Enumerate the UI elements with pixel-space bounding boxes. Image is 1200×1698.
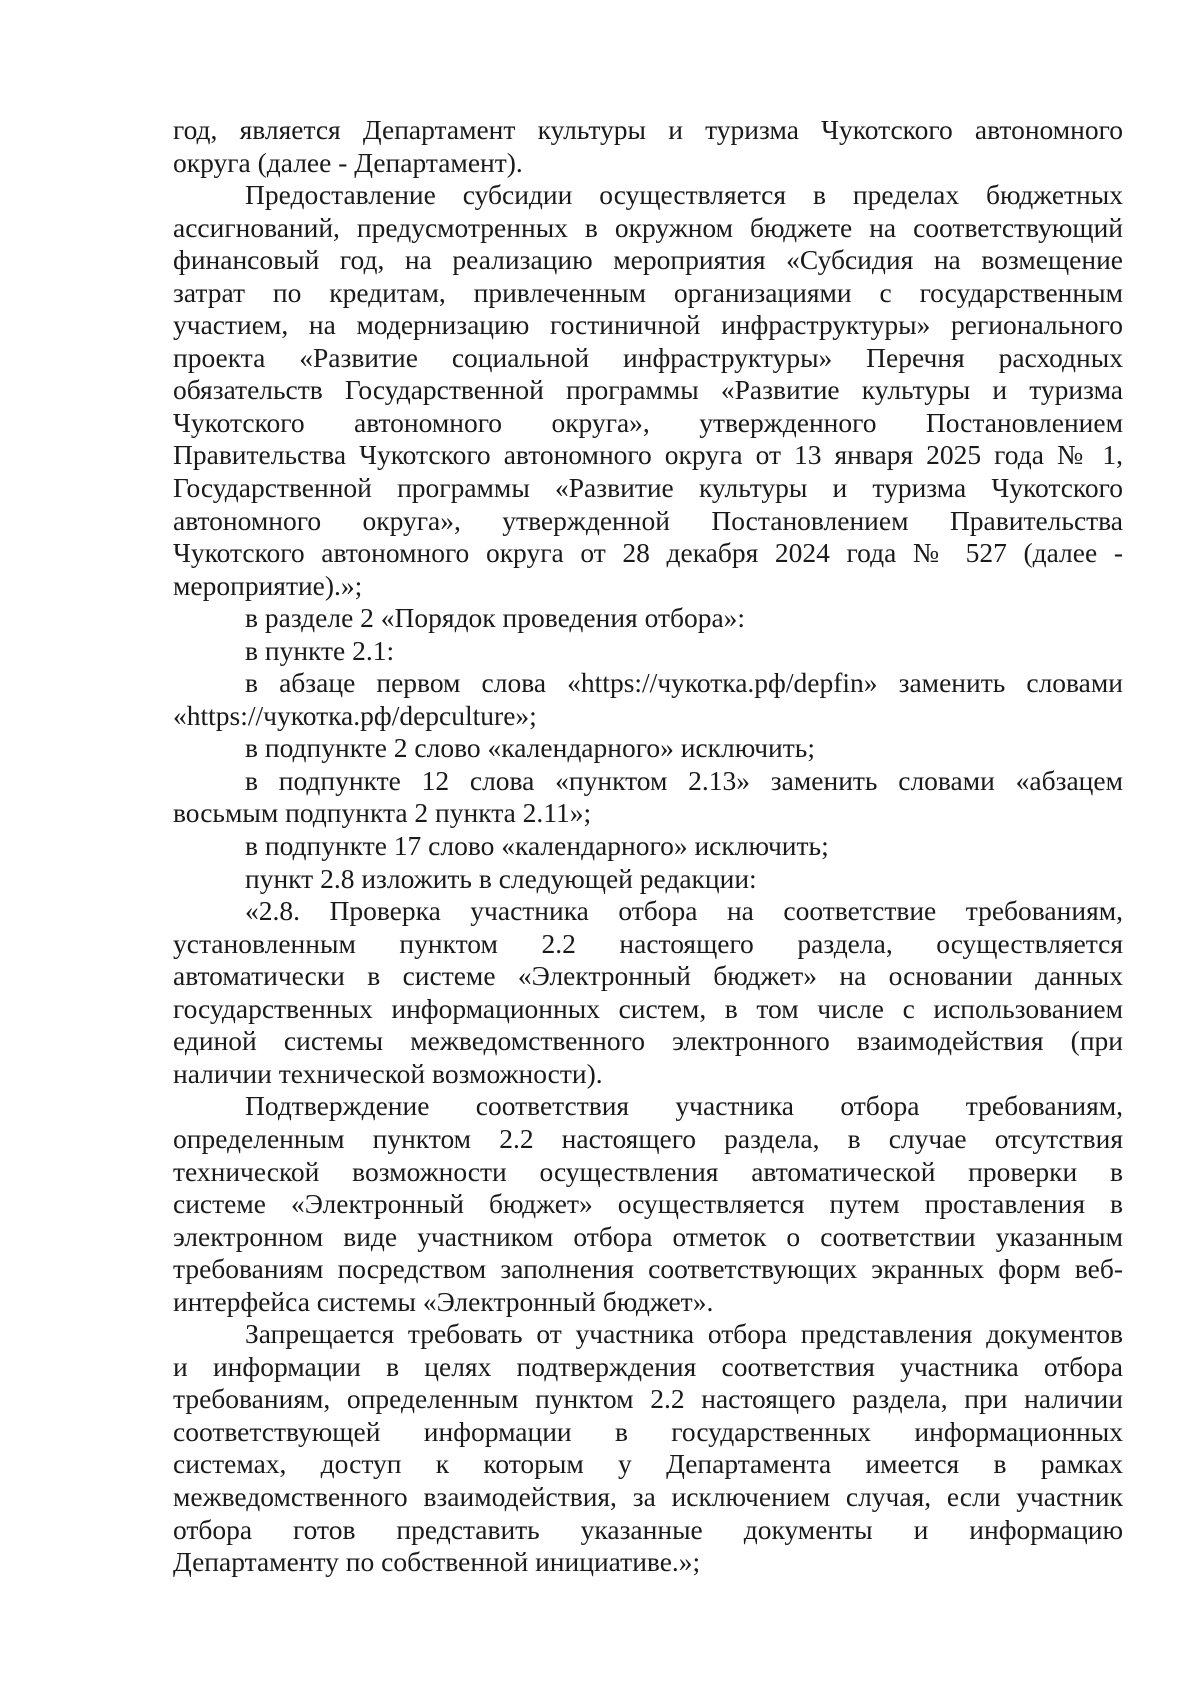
document-line: Государственной программы «Развитие культуры и туризма Чукотского — [173, 472, 1123, 504]
document-line: межведомственного взаимодействия, за исключением случая, если участник — [173, 1480, 1123, 1512]
document-line: в абзаце первом слова «https://чукотка.рф/depfin» заменить словами — [245, 667, 1123, 699]
document-line: соответствующей информации в государственных информационных — [173, 1415, 1123, 1447]
document-line: мероприятие).»; — [173, 569, 363, 601]
document-line: пункт 2.8 изложить в следующей редакции: — [245, 862, 757, 894]
document-line: требованиям, определенным пунктом 2.2 настоящего раздела, при наличии — [173, 1383, 1123, 1415]
document-line: ассигнований, предусмотренных в окружном бюджете на соответствующий — [173, 211, 1123, 243]
document-line: Правительства Чукотского автономного округа от 13 января 2025 года № 1, — [173, 439, 1123, 471]
document-line: наличии технической возможности). — [173, 1057, 603, 1089]
document-line: отбора готов представить указанные документы и информацию — [173, 1513, 1123, 1545]
document-line: проекта «Развитие социальной инфраструктуры» Перечня расходных — [173, 341, 1123, 373]
document-line: финансовый год, на реализацию мероприятия «Субсидия на возмещение — [173, 244, 1123, 276]
document-line: электронном виде участником отбора отметок о соответствии указанным — [173, 1220, 1123, 1252]
document-line: Чукотского автономного округа», утвержденного Постановлением — [173, 406, 1123, 438]
document-line: системе «Электронный бюджет» осуществляется путем проставления в — [173, 1188, 1123, 1220]
document-line: и информации в целях подтверждения соответствия участника отбора — [173, 1350, 1123, 1382]
document-body-text — [173, 114, 1123, 1579]
document-line: единой системы межведомственного электронного взаимодействия (при — [173, 1025, 1123, 1057]
document-line: в пункте 2.1: — [245, 634, 395, 666]
document-line: в разделе 2 «Порядок проведения отбора»: — [245, 602, 746, 634]
document-line: год, является Департамент культуры и туризма Чукотского автономного — [173, 114, 1123, 145]
document-line: установленным пунктом 2.2 настоящего раздела, осуществляется — [173, 927, 1123, 959]
document-line: в подпункте 17 слово «календарного» исключить; — [245, 830, 829, 862]
document-line: интерфейса системы «Электронный бюджет». — [173, 1285, 714, 1317]
document-line: Запрещается требовать от участника отбора представления документов — [245, 1318, 1123, 1350]
document-line: округа (далее - Департамент). — [173, 146, 523, 178]
document-line: в подпункте 12 слова «пунктом 2.13» заменить словами «абзацем — [245, 764, 1123, 796]
document-line: обязательств Государственной программы «Развитие культуры и туризма — [173, 374, 1123, 406]
document-line: восьмым подпункта 2 пункта 2.11»; — [173, 797, 592, 829]
document-line: системах, доступ к которым у Департамента имеется в рамках — [173, 1448, 1123, 1480]
document-line: Подтверждение соответствия участника отбора требованиям, — [245, 1090, 1123, 1122]
document-line: участием, на модернизацию гостиничной инфраструктуры» регионального — [173, 309, 1123, 341]
document-line: в подпункте 2 слово «календарного» исключить; — [245, 732, 815, 764]
document-line: Чукотского автономного округа от 28 декабря 2024 года № 527 (далее - — [173, 537, 1123, 569]
document-line: автономного округа», утвержденной Постановлением Правительства — [173, 504, 1123, 536]
document-line: «2.8. Проверка участника отбора на соответствие требованиям, — [245, 895, 1123, 927]
document-line: Предоставление субсидии осуществляется в пределах бюджетных — [245, 179, 1123, 211]
document-line: государственных информационных систем, в том числе с использованием — [173, 992, 1123, 1024]
document-line: «https://чукотка.рф/depculture»; — [173, 699, 537, 731]
document-line: технической возможности осуществления автоматической проверки в — [173, 1155, 1123, 1187]
document-line: Департаменту по собственной инициативе.»; — [173, 1546, 701, 1578]
document-line: требованиям посредством заполнения соответствующих экранных форм веб- — [173, 1253, 1123, 1285]
document-line: определенным пунктом 2.2 настоящего раздела, в случае отсутствия — [173, 1122, 1123, 1154]
document-line: затрат по кредитам, привлеченным организациями с государственным — [173, 276, 1123, 308]
document-line: автоматически в системе «Электронный бюджет» на основании данных — [173, 960, 1123, 992]
